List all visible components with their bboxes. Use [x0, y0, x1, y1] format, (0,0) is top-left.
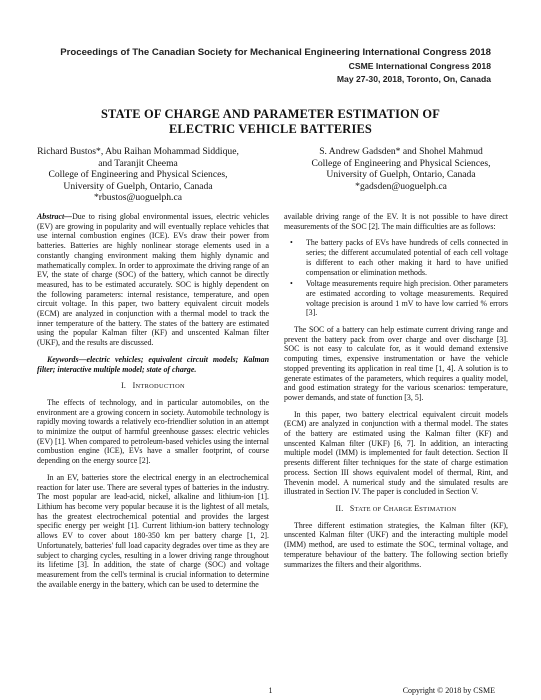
proceedings-line-3: May 27-30, 2018, Toronto, On, Canada	[336, 74, 491, 84]
body-paragraph: Three different estimation strategies, the Kalman filter (KF), unscented Kalman filter (UKF) and the interacting multiple model (IMM) method, are used to estimate the SOC, terminal voltage, and temperature behaviour of the battery. The following section briefly summarizes the filters and their algorithms.	[284, 520, 508, 569]
author-block-left	[22, 146, 254, 204]
title-line-1: STATE OF CHARGE AND PARAMETER ESTIMATION OF	[100, 107, 441, 121]
author-line: S. Andrew Gadsden* and Shohel Mahmud	[319, 146, 483, 157]
section-heading-introduction: I. INTRODUCTION	[121, 381, 185, 391]
affiliation-line: University of Guelph, Ontario, Canada	[63, 180, 213, 192]
author-line: Richard Bustos*, Abu Raihan Mohammad Siddique,	[37, 146, 239, 157]
proceedings-line-2: CSME International Congress 2018	[348, 61, 491, 71]
right-column	[284, 212, 508, 576]
affiliation-line: University of Guelph, Ontario, Canada	[326, 169, 476, 181]
list-item: • The battery packs of EVs have hundreds of cells connected in series; the different accumulated potential of each cell voltage is different to each other making it hard to have unified compensation or elimination methods.	[302, 238, 508, 277]
difficulty-list	[284, 238, 508, 318]
abstract-label: Abstract—	[37, 212, 73, 221]
left-column	[37, 212, 269, 596]
page-number: 1	[268, 686, 273, 695]
affiliation-line: College of Engineering and Physical Sciences,	[311, 157, 491, 169]
body-paragraph: The SOC of a battery can help estimate current driving range and prevent the battery pack from over charge and over discharge [3]. SOC is not easy to calculate for, as it would demand extensive computing times, expensive instrumentation or have the vehicle stopped preventing its application in real time [1, 4]. A solution is to generate estimates of the parameters, which requires a quality model, and good estimation strategy for the various scenarios: temperature, power demands, and state of function [3, 5].	[284, 325, 508, 402]
author-block-right	[285, 146, 517, 192]
abstract	[37, 212, 269, 348]
paper-title	[40, 107, 501, 137]
intro-paragraph: In an EV, batteries store the electrical energy in an electrochemical reaction for later use. There are several types of batteries in the industry. The most popular are lead-acid, nickel, alkaline and lithium-ion [1]. Lithium has become very popular because it is the lightest of all metals, has the greatest electrochemical potential and provides the largest specific energy per weight [1]. Current lithium-ion battery technology allows EV to cover about 180-350 km per battery charge [1, 2]. Unfortunately, batteries' full load capacity degrades over time as they are subject to charging cycles, resulting in a lower driving range throughout its lifetime [3]. In addition, the state of charge (SOC) and voltage measurement from the cell's terminal is crucial information to determine the available energy in the battery, which can be used to determine the	[37, 472, 269, 589]
copyright-notice: Copyright © 2018 by CSME	[402, 686, 495, 695]
author-line: and Taranjit Cheema	[98, 157, 178, 169]
abstract-text: Due to rising global environmental issues, electric vehicles (EV) are growing in popularity and will eventually replace vehicles that use internal combustion engines (ICE). EVs draw their power from batteries. Batteries are highly nonlinear storage elements used in a constantly changing environment making them highly dynamic and mathematically complex. In order to approximate the driving range of an EV, the state of charge (SOC) of the battery, which cannot be directly measured, has to be estimated accurately. SOC is highly dependent on the following parameters: internal resistance, temperature, and open circuit voltage. In this paper, two battery equivalent circuit models (ECM) are analyzed in conjunction with a thermal model to track the inner temperature of the battery. The states of the battery are estimated using the popular Kalman filter (KF) and unscented Kalman filter (UKF), and the results are discussed.	[37, 212, 269, 348]
affiliation-line: College of Engineering and Physical Sciences,	[48, 169, 228, 181]
proceedings-line-1: Proceedings of The Canadian Society for Mechanical Engineering International Congress 2018	[60, 47, 491, 58]
email-line: *rbustos@uoguelph.ca	[94, 192, 182, 204]
body-paragraph: available driving range of the EV. It is not possible to have direct measurements of the SOC [2]. The main difficulties are as follows:	[284, 212, 508, 231]
title-line-2: ELECTRIC VEHICLE BATTERIES	[168, 122, 373, 136]
list-item: • Voltage measurements require high precision. Other parameters are estimated according to voltage measurements. Required voltage precision is around 1 mV to have low carried % errors [3].	[302, 279, 508, 318]
keywords: Keywords—electric vehicles; equivalent circuit models; Kalman filter; interactive multiple model; state of charge.	[37, 354, 269, 374]
email-line: *gadsden@uoguelph.ca	[355, 180, 447, 192]
body-paragraph: In this paper, two battery electrical equivalent circuit models (ECM) are analyzed in conjunction with a thermal model. The states of the battery are estimated using the Kalman filter (KF) and unscented Kalman filter (UKF) [6, 7]. In addition, an interacting multiple model (IMM) is implemented for fault detection. Section II presents different filter techniques for the state of charge estimation process. Section III shows equivalent model of thermal, Rint, and Thevenin model. A numerical study and the simulated results are illustrated in Section IV. The paper is concluded in Section V.	[284, 409, 508, 497]
intro-paragraph: The effects of technology, and in particular automobiles, on the environment are a growing concern in society. Automobile technology is rapidly moving towards a relatively eco-friendlier solution in an attempt to minimize the output of harmful greenhouse gasses: electric vehicles (EV) [1]. When compared to petroleum-based vehicles using the internal combustion engine (ICE), EVs have a smaller footprint, of course depending on the energy source [2].	[37, 397, 269, 466]
section-heading-soc-estimation: II. STATE OF CHARGE ESTIMATION	[335, 503, 457, 513]
